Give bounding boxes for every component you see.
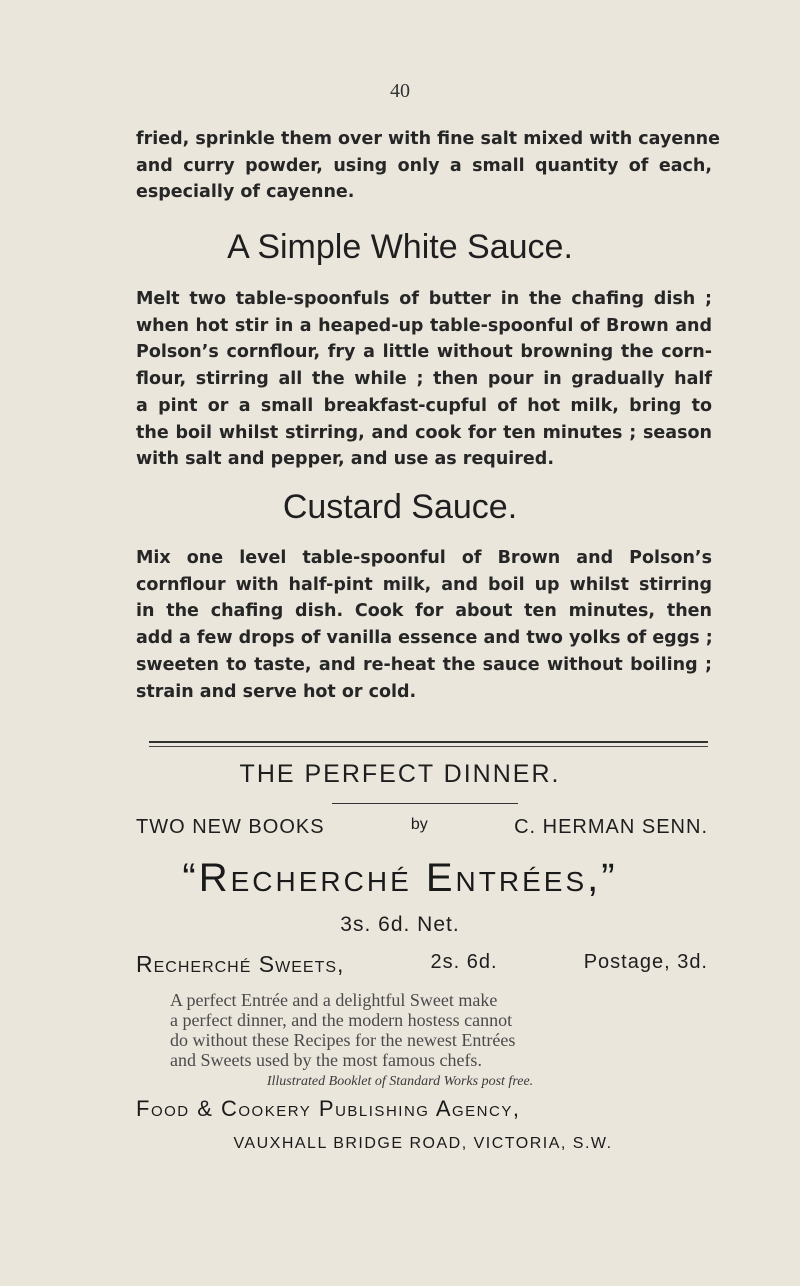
advert-title-underline [332, 803, 518, 804]
intro-paragraph [136, 126, 721, 206]
paragraph-line: a pint or a small breakfast-cupful of hot milk, bring to [136, 395, 712, 416]
paragraph-line: when hot stir in a heaped-up table-spoonful of Brown and [136, 315, 712, 336]
paragraph-line: Melt two table-spoonfuls of butter in the chafing dish ; [136, 289, 712, 309]
advert-title: THE PERFECT DINNER. [239, 760, 561, 788]
white-sauce-heading: A Simple White Sauce. [227, 228, 573, 266]
divider-rule-bottom [149, 746, 708, 747]
books-author: C. HERMAN SENN. [514, 816, 708, 838]
books-label: TWO NEW BOOKS [136, 816, 325, 838]
book1-title: “Recherché Entrées,” [182, 856, 618, 900]
book2-title: Recherché Sweets, [136, 951, 345, 977]
blurb-line: do without these Recipes for the newest Entrées [170, 1030, 516, 1050]
books-by: by [410, 816, 428, 833]
blurb-line: and Sweets used by the most famous chefs. [170, 1050, 482, 1070]
paragraph-line: Mix one level table-spoonful of Brown and Polson’s [136, 548, 712, 568]
paragraph-line: especially of cayenne. [136, 182, 355, 203]
book1-price: 3s. 6d. Net. [340, 913, 460, 936]
blurb-line: a perfect dinner, and the modern hostess cannot [170, 1010, 513, 1030]
paragraph-line: strain and serve hot or cold. [136, 681, 417, 702]
advert-blurb [170, 990, 690, 1070]
paragraph-line: and curry powder, using only a small quantity of each, [136, 155, 712, 176]
paragraph-line: the boil whilst stirring, and cook for ten minutes ; season [136, 422, 712, 443]
page-number: 40 [390, 80, 410, 102]
custard-sauce-heading: Custard Sauce. [282, 488, 518, 526]
paragraph-line: Polson’s cornflour, fry a little without browning the corn- [136, 342, 712, 363]
booklet-note: Illustrated Booklet of Standard Works post free. [266, 1074, 534, 1089]
paragraph-line: cornflour with half-pint milk, and boil up whilst stirring [136, 574, 712, 595]
paragraph-line: flour, stirring all the while ; then pour in gradually half [136, 369, 712, 390]
book2-line [136, 951, 708, 978]
blurb-line: A perfect Entrée and a delightful Sweet make [170, 990, 498, 1010]
book2-price: 2s. 6d. [430, 951, 498, 973]
paragraph-line: fried, sprinkle them over with fine salt mixed with cayenne [136, 129, 721, 149]
paragraph-line: sweeten to taste, and re-heat the sauce without boiling ; [136, 654, 712, 675]
publisher-name: Food & Cookery Publishing Agency, [136, 1096, 521, 1121]
paragraph-line: add a few drops of vanilla essence and two yolks of eggs ; [136, 628, 713, 649]
white-sauce-paragraph [136, 286, 712, 473]
paragraph-line: with salt and pepper, and use as required. [136, 449, 554, 470]
divider-rule-top [149, 741, 708, 743]
books-line [136, 816, 708, 839]
custard-sauce-paragraph [136, 545, 712, 705]
publisher-address: VAUXHALL BRIDGE ROAD, VICTORIA, S.W. [233, 1135, 613, 1152]
book2-postage: Postage, 3d. [583, 951, 708, 973]
paragraph-line: in the chafing dish. Cook for about ten minutes, then [136, 601, 712, 622]
